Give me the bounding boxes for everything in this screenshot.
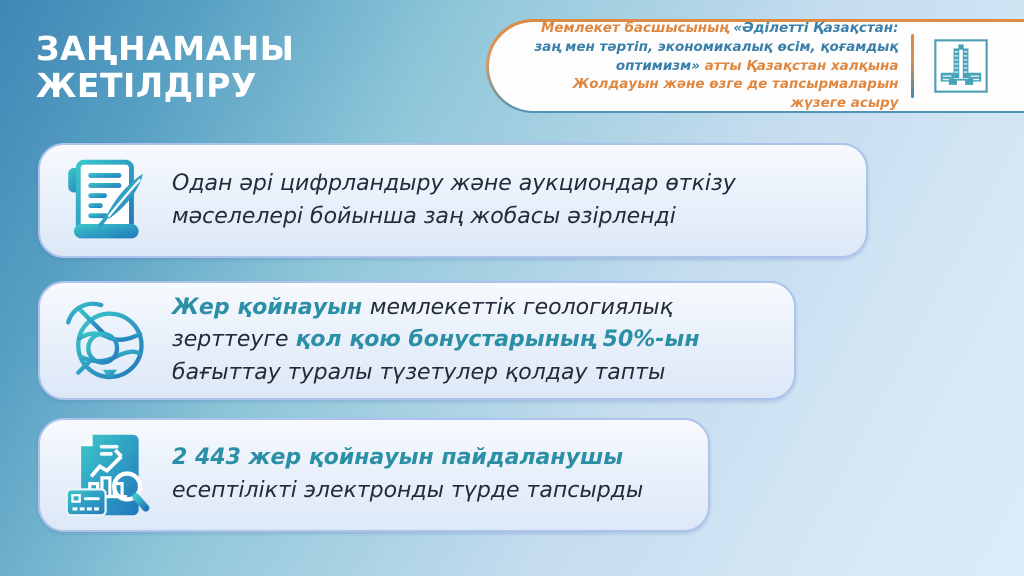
law-draft-card <box>38 143 868 258</box>
e-reporting-card <box>38 418 710 532</box>
address-text-seg3: атты Қазақстан халқына Жолдауын және өзге де тапсырмаларын жүзеге асыру <box>572 57 899 111</box>
card3-dark: есептілікті электронды түрде тапсырды <box>172 478 644 503</box>
card3-accent: 2 443 жер қойнауын пайдаланушы <box>172 445 624 471</box>
address-text-seg1: Мемлекет басшысының <box>540 20 734 37</box>
card2-dark2: бағыттау туралы түзетулер қолдау тапты <box>172 359 666 385</box>
card-text <box>172 168 822 233</box>
government-building-icon <box>934 39 988 93</box>
page-title-line2: ЖЕТІЛДІРУ <box>36 66 257 106</box>
card2-dark1: мемлекеттік геологиялық зерттеуге <box>172 294 673 353</box>
card2-accent2: қол қою бонустарының 50%-ын <box>295 327 700 353</box>
report-chart-icon <box>60 428 154 522</box>
geology-globe-icon <box>60 294 154 388</box>
scroll-quill-icon <box>60 154 154 248</box>
presidential-address-text <box>529 19 899 112</box>
card1-text: Одан әрі цифрландыру және аукциондар өткізу мәселелері бойынша заң жобасы әзірленді <box>172 170 736 229</box>
header-banner-inner <box>489 22 1024 111</box>
card-text <box>172 442 688 507</box>
address-text-seg2: «Әділетті Қазақстан: заң мен тәртіп, экономикалық өсім, қоғамдық оптимизм» <box>534 20 899 74</box>
header-banner <box>486 19 1024 113</box>
card-text <box>172 292 772 390</box>
page-title-line1: ЗАҢНАМАНЫ <box>36 29 295 68</box>
banner-divider <box>911 34 915 98</box>
signing-bonus-card <box>38 281 796 400</box>
card2-accent1: Жер қойнауын <box>172 294 370 320</box>
page-title <box>36 30 294 105</box>
